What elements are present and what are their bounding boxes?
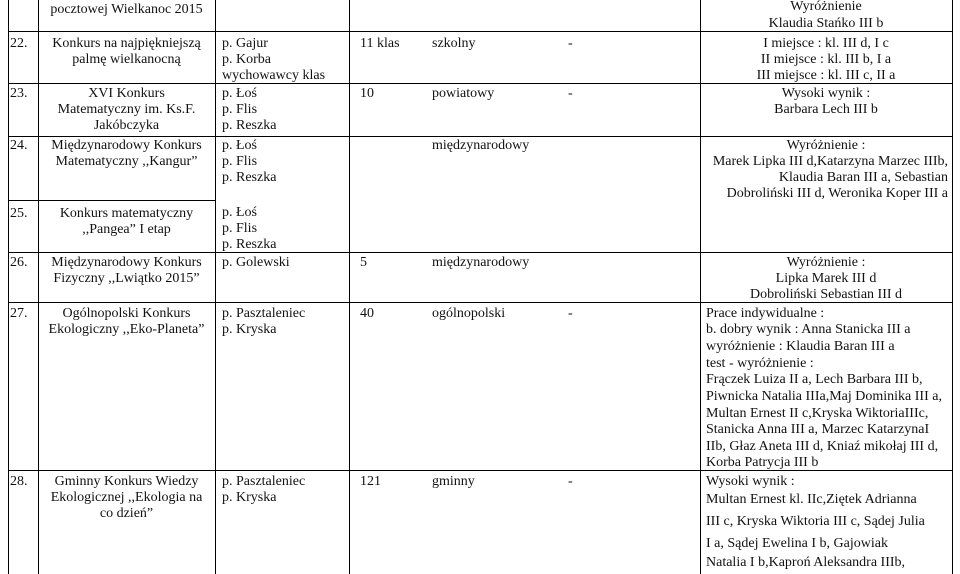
row-result-line: Klaudia Stańko III b	[768, 16, 884, 31]
row-teacher: p. Flis	[222, 154, 258, 169]
row-result-line: Lipka Marek III d	[775, 271, 877, 286]
row-name-line: Międzynarodowy Konkurs	[51, 255, 202, 270]
row-level: międzynarodowy	[432, 138, 530, 153]
row-name-line: Konkurs na najpiękniejszą	[52, 36, 201, 51]
row-teacher: p. Łoś	[222, 138, 257, 153]
row-participants: 5	[360, 255, 367, 270]
row-result-line: Frączek Luiza II a, Lech Barbara III b,	[706, 372, 923, 387]
row-result-line: Prace indywidualne :	[706, 306, 825, 321]
row-participants: 121	[360, 474, 381, 489]
row-teacher: p. Korba	[222, 52, 271, 67]
row-name-line: XVI Konkurs	[88, 86, 165, 101]
row-teacher: p. Łoś	[222, 86, 257, 101]
row-dash: -	[568, 306, 573, 321]
row-result-line: Multan Ernest II c,Kryska WiktoriaIIIc,	[706, 406, 929, 421]
row-divider	[8, 252, 953, 253]
row-teacher: p. Reszka	[222, 118, 277, 133]
row-name-line: ,,Pangea” I etap	[82, 222, 171, 237]
row-name-line: Ogólnopolski Konkurs	[62, 306, 191, 321]
row-result-line: Natalia I b,Kaproń Aleksandra IIIb,	[706, 555, 906, 570]
row-teacher: p. Golewski	[222, 255, 290, 270]
row-number: 24.	[10, 138, 28, 153]
row-result-line: Piwnicka Natalia IIIa,Maj Dominika III a,	[706, 389, 942, 404]
row-result-line: b. dobry wynik : Anna Stanicka III a	[706, 322, 911, 337]
row-level: międzynarodowy	[432, 255, 530, 270]
row-name-line: palmę wielkanocną	[72, 52, 181, 67]
row-participants: 40	[360, 306, 374, 321]
row-teacher: wychowawcy klas	[222, 68, 326, 83]
row-result-line: III c, Kryska Wiktoria III c, Sądej Julia	[706, 514, 925, 529]
row-number: 28.	[10, 474, 28, 489]
row-name-line: Ekologicznej ,,Ekologia na	[50, 490, 203, 505]
row-result-line: I a, Sądej Ewelina I b, Gajowiak	[706, 536, 888, 551]
row-number: 27.	[10, 306, 28, 321]
row-result-line: Wysoki wynik :	[706, 474, 795, 489]
row-name-line: Jakóbczyka	[93, 118, 160, 133]
row-name-line: Matematyczny im. Ks.F.	[57, 102, 196, 117]
row-result-line: I miejsce : kl. III d, I c	[763, 36, 889, 51]
column-divider-name	[215, 0, 216, 574]
column-divider-teacher	[349, 0, 350, 574]
row-result-line: Dobroliński III d, Weronika Koper III a	[726, 186, 948, 201]
row-result-line: Wyróżnienie	[790, 0, 862, 14]
row-name-line: Ekologiczny ,,Eko-Planeta”	[48, 322, 205, 337]
row-level: powiatowy	[432, 86, 495, 101]
row-teacher: p. Flis	[222, 221, 258, 236]
row-divider	[8, 136, 953, 137]
row-number: 25.	[10, 206, 28, 221]
row-result-line: Wyróżnienie :	[786, 138, 866, 153]
row-teacher: p. Pasztaleniec	[222, 306, 306, 321]
row-result-line: wyróżnienie : Klaudia Baran III a	[706, 339, 895, 354]
row-level: szkolny	[432, 36, 476, 51]
row-dash: -	[568, 86, 573, 101]
row-name-line: Konkurs matematyczny	[59, 206, 194, 221]
row-number: 26.	[10, 255, 28, 270]
row-divider	[8, 200, 215, 201]
row-teacher: p. Gajur	[222, 36, 268, 51]
row-name-line: Fizyczny ,,Lwiątko 2015”	[53, 271, 200, 286]
row-result-line: Klaudia Baran III a, Sebastian	[778, 170, 948, 185]
row-teacher: p. Łoś	[222, 205, 257, 220]
row-level: gminny	[432, 474, 475, 489]
row-name-line: Matematyczny ,,Kangur”	[55, 154, 198, 169]
row-teacher: p. Kryska	[222, 490, 277, 505]
row-participants: 11 klas	[360, 36, 400, 51]
row-dash: -	[568, 36, 573, 51]
row-number: 22.	[10, 36, 28, 51]
row-teacher: p. Kryska	[222, 322, 277, 337]
row-teacher: p. Flis	[222, 102, 258, 117]
row-result-line: Dobroliński Sebastian III d	[749, 287, 903, 302]
row-result-line: Barbara Lech III b	[774, 102, 878, 117]
row-dash: -	[568, 474, 573, 489]
row-participants: 10	[360, 86, 374, 101]
row-name-line: Międzynarodowy Konkurs	[51, 138, 202, 153]
row-level: ogólnopolski	[432, 306, 506, 321]
row-result-line: Multan Ernest kl. IIc,Ziętek Adrianna	[706, 492, 917, 507]
row-result-line: Stanicka Anna III a, Marzec KatarzynaI	[706, 422, 930, 437]
row-name-line: Gminny Konkurs Wiedzy	[54, 474, 199, 489]
row-name-line: pocztowej Wielkanoc 2015	[50, 2, 203, 17]
row-result-line: Wyróżnienie :	[786, 255, 866, 270]
row-teacher: p. Pasztaleniec	[222, 474, 306, 489]
row-result-line: Marek Lipka III d,Katarzyna Marzec IIIb,	[712, 154, 948, 169]
row-result-line: III miejsce : kl. III c, II a	[756, 68, 896, 83]
row-result-line: IIb, Głaz Aneta III d, Kniaź mikołaj III d,	[706, 439, 939, 454]
row-teacher: p. Reszka	[222, 237, 277, 252]
row-result-line: Wysoki wynik :	[781, 86, 871, 101]
row-result-line: Korba Patrycja III b	[706, 455, 819, 470]
row-number: 23.	[10, 86, 28, 101]
table-border-left	[8, 0, 9, 574]
row-result-line: II miejsce : kl. III b, I a	[760, 52, 892, 67]
row-name-line: co dzień”	[99, 506, 154, 521]
row-result-line: test - wyróżnienie :	[706, 356, 814, 371]
row-teacher: p. Reszka	[222, 170, 277, 185]
table-border-right	[952, 0, 953, 574]
